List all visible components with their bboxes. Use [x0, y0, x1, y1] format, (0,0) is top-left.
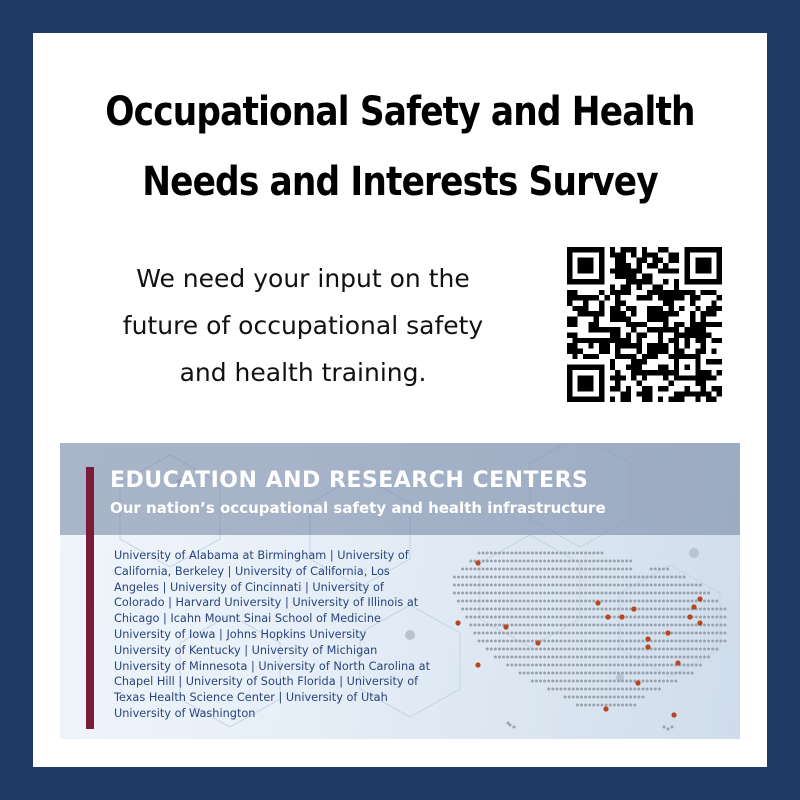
university-list-line: Chicago | Icahn Mount Sinai School of Medicine — [114, 612, 381, 626]
survey-title — [84, 77, 715, 217]
us-map-icon — [438, 543, 738, 733]
intro-text — [73, 255, 533, 396]
university-list-line: California, Berkeley | University of California, Los — [114, 564, 390, 578]
flyer-card — [33, 33, 767, 767]
university-list — [114, 548, 444, 722]
university-list-line: University of Minnesota | University of North Carolina at — [114, 659, 431, 673]
accent-bar — [86, 467, 94, 729]
university-list-line: University of Iowa | Johns Hopkins University — [114, 627, 367, 641]
university-list-line: Texas Health Science Center | University of Utah — [114, 691, 388, 705]
intro-line-3: and health training. — [179, 358, 427, 387]
erc-heading: EDUCATION AND RESEARCH CENTERS — [110, 468, 589, 493]
university-list-line: University of Washington — [114, 706, 256, 720]
erc-banner — [60, 443, 740, 739]
qr-code-icon[interactable] — [567, 247, 722, 402]
university-list-line: Angeles | University of Cincinnati | University of — [114, 580, 384, 594]
survey-title-line-2: Needs and Interests Survey — [142, 159, 658, 205]
university-list-line: University of Alabama at Birmingham | University of — [114, 549, 409, 562]
university-list-line: Colorado | Harvard University | University of Illinois at — [114, 596, 419, 610]
survey-title-line-1: Occupational Safety and Health — [105, 89, 695, 135]
intro-line-1: We need your input on the — [136, 264, 470, 293]
erc-subheading: Our nation’s occupational safety and health infrastructure — [110, 499, 606, 517]
university-list-line: Chapel Hill | University of South Florida | University of — [114, 675, 419, 689]
intro-line-2: future of occupational safety — [122, 311, 484, 340]
university-list-line: University of Kentucky | University of Michigan — [114, 643, 378, 657]
